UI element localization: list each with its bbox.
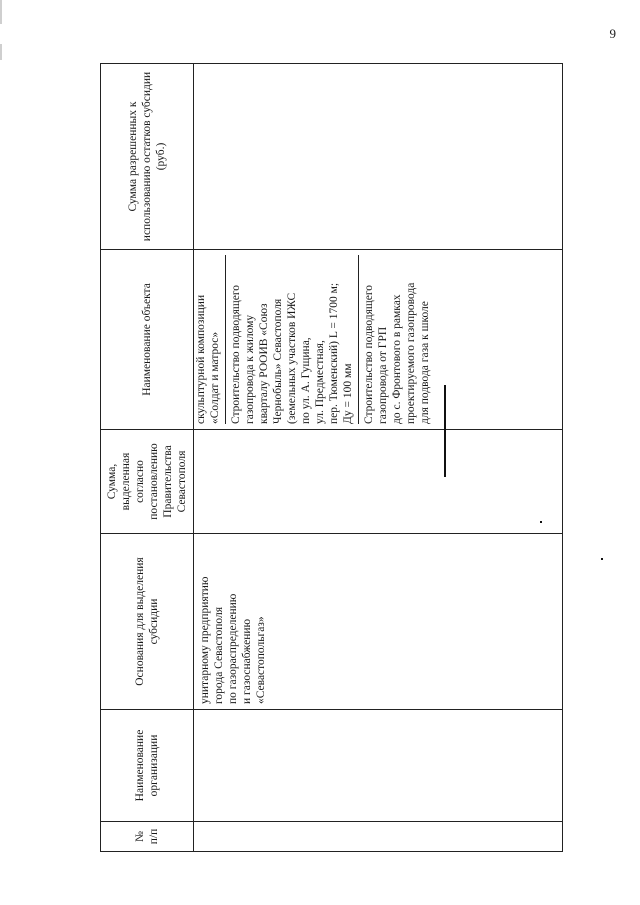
cell-remaining-sum (194, 64, 563, 250)
header-allocated-sum: Сумма, выделенная согласно постановлению Правительства Севастополя (101, 430, 194, 534)
object-entry (362, 255, 435, 424)
cell-organization (194, 710, 563, 822)
scan-edge-mark (0, 44, 2, 60)
object-entry (229, 255, 359, 424)
object-line: Строительство подводящего (230, 284, 243, 424)
scan-edge-mark (0, 0, 2, 24)
header-basis: Основания для выделения субсидии (101, 534, 194, 710)
basis-line: и газоснабжению (241, 618, 254, 704)
object-line: газопровода к жилому (244, 314, 257, 424)
basis-line: города Севастополя (213, 607, 226, 704)
scan-dot-mark (601, 558, 603, 560)
basis-line: по газораспределению (227, 593, 240, 704)
scan-dot-mark (540, 521, 542, 523)
rotated-table-area (100, 64, 552, 852)
cell-number (194, 822, 563, 852)
header-object-name: Наименование объекта (101, 250, 194, 430)
cell-object-name (194, 250, 563, 430)
object-entry (194, 255, 226, 424)
scan-line-mark (444, 385, 446, 477)
object-line: скульптурной композиции (195, 294, 208, 424)
rotated-table-container (100, 64, 552, 852)
basis-line: «Севастопольгаз» (255, 616, 268, 704)
header-organization: Наименование организации (101, 710, 194, 822)
object-line: проектируемого газопровода (405, 282, 418, 424)
object-line: Строительство подводящего (363, 284, 376, 424)
header-number: № п/п (101, 822, 194, 852)
cell-allocated-sum (194, 430, 563, 534)
object-line: Ду = 100 мм (342, 363, 355, 424)
object-line: для подвода газа к школе (419, 301, 432, 424)
table-row (194, 64, 563, 852)
header-remaining-sum: Сумма разрешенных к использованию остатков субсидии (руб.) (101, 64, 194, 250)
object-line: (земельных участков ИЖС (286, 292, 299, 424)
object-line: кварталу РООИВ «Союз (258, 303, 271, 424)
cell-basis (194, 534, 563, 710)
subsidy-table (100, 63, 563, 852)
page-number: 9 (609, 26, 616, 41)
object-line: Чернобыль» Севастополя (272, 298, 285, 424)
object-line: пер. Тюменский) L = 1700 м; (328, 282, 341, 424)
object-line: газопровода от ГРП (377, 326, 390, 424)
object-line: ул. Предместная, (314, 340, 327, 424)
object-line: по ул. А. Гущина, (300, 337, 313, 424)
table-header-row (101, 64, 194, 852)
object-line: до с. Фронтового в рамках (391, 294, 404, 424)
object-line: «Солдат и матрос» (209, 331, 222, 424)
basis-line: унитарному предприятию (199, 576, 212, 704)
